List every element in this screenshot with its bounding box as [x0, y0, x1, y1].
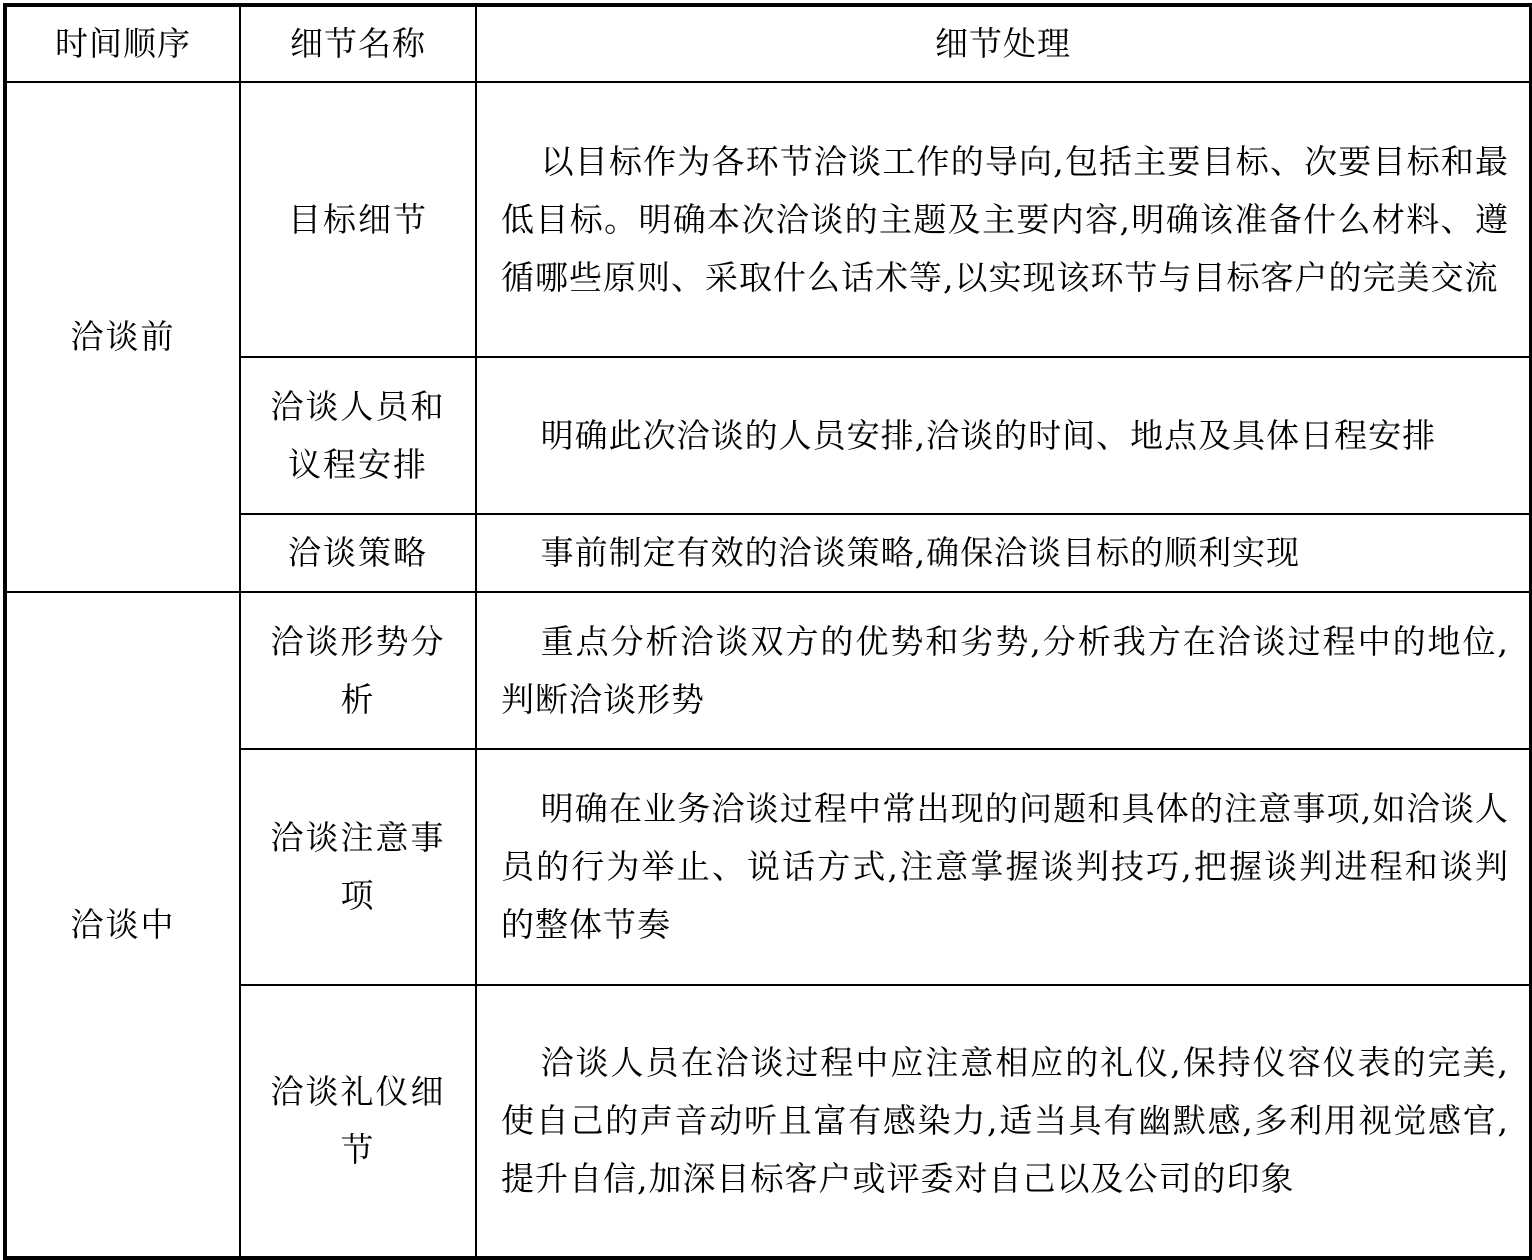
header-time-order: 时间顺序: [5, 5, 240, 82]
phase-during-negotiation: 洽谈中: [5, 592, 240, 1258]
detail-handling-cell: [476, 357, 1531, 514]
detail-handling-text: 事前制定有效的洽谈策略,确保洽谈目标的顺利实现: [540, 533, 1301, 572]
phase-before-negotiation: 洽谈前: [5, 82, 240, 592]
header-row: [5, 5, 1531, 82]
detail-name-cell: [240, 514, 476, 592]
detail-name-cell: [240, 985, 476, 1258]
detail-handling-cell: [476, 749, 1531, 985]
detail-handling-cell: [476, 514, 1531, 592]
detail-name-cell: [240, 82, 476, 357]
detail-name: 洽谈人员和议程安排: [270, 386, 446, 484]
table-row: [5, 82, 1531, 357]
detail-handling-text: 洽谈人员在洽谈过程中应注意相应的礼仪,保持仪容仪表的完美,使自己的声音动听且富有感染力,适当具有幽默感,多利用视觉感官,提升自信,加深目标客户或评委对自己以及公司的印象: [501, 1043, 1509, 1198]
detail-name: 洽谈形势分析: [270, 621, 446, 719]
detail-name: 洽谈策略: [288, 533, 428, 572]
detail-name: 目标细节: [288, 199, 428, 239]
detail-name-cell: [240, 592, 476, 749]
detail-name-cell: [240, 749, 476, 985]
detail-handling-text: 明确在业务洽谈过程中常出现的问题和具体的注意事项,如洽谈人员的行为举止、说话方式,注意掌握谈判技巧,把握谈判进程和谈判的整体节奏: [501, 789, 1509, 944]
detail-handling-text: 以目标作为各环节洽谈工作的导向,包括主要目标、次要目标和最低目标。明确本次洽谈的主题及主要内容,明确该准备什么材料、遵循哪些原则、采取什么话术等,以实现该环节与目标客户的完美交流: [501, 141, 1509, 297]
detail-handling-text: 明确此次洽谈的人员安排,洽谈的时间、地点及具体日程安排: [540, 415, 1437, 455]
detail-name: 洽谈礼仪细节: [270, 1072, 446, 1169]
detail-handling-cell: [476, 592, 1531, 749]
header-detail-name: 细节名称: [240, 5, 476, 82]
detail-name-cell: [240, 357, 476, 514]
detail-handling-text: 重点分析洽谈双方的优势和劣势,分析我方在洽谈过程中的地位,判断洽谈形势: [501, 621, 1509, 719]
detail-name: 洽谈注意事项: [270, 818, 446, 915]
negotiation-details-table: [3, 3, 1532, 1260]
header-detail-handling: 细节处理: [476, 5, 1531, 82]
detail-handling-cell: [476, 985, 1531, 1258]
detail-handling-cell: [476, 82, 1531, 357]
table-row: [5, 592, 1531, 749]
